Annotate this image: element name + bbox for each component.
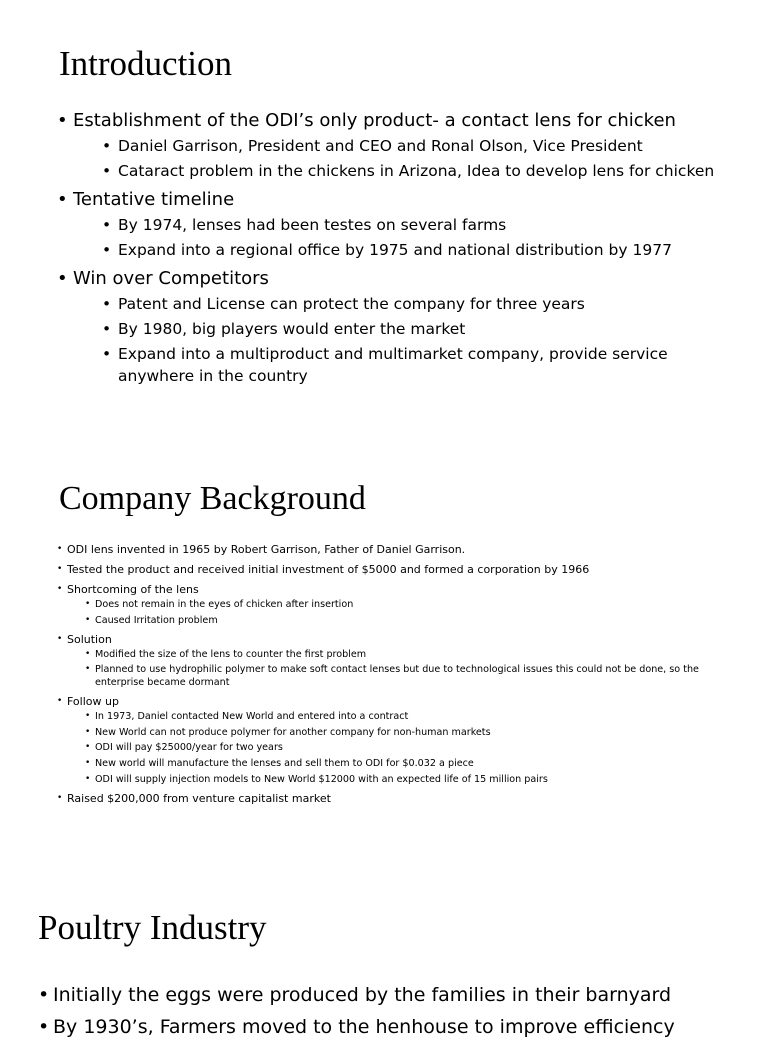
sub-bullet-text: ODI will supply injection models to New World $12000 with an expected life of 15 million pairs (95, 773, 548, 785)
sub-list-item (85, 741, 747, 754)
sub-bullet-text: By 1974, lenses had been testes on several farms (118, 216, 507, 234)
slide-title: Company Background (59, 480, 366, 517)
sub-list-item (102, 318, 747, 340)
bullet-icon: • (102, 216, 112, 234)
bullet-icon: • (85, 773, 91, 784)
sub-list-item (102, 160, 747, 182)
bullet-icon: • (38, 984, 50, 1006)
bullet-text: ODI lens invented in 1965 by Robert Garrison, Father of Daniel Garrison. (67, 543, 466, 556)
bullet-icon: • (85, 757, 91, 768)
sub-list-item (85, 648, 747, 661)
bullet-icon: • (85, 648, 91, 659)
sub-bullet-text: In 1973, Daniel contacted New World and entered into a contract (95, 711, 409, 723)
sub-list-item (102, 293, 747, 315)
list-item (38, 982, 758, 1009)
sub-list-item (85, 726, 747, 739)
slide-title: Introduction (59, 44, 233, 83)
bullet-icon: • (102, 295, 112, 313)
bullet-icon: • (102, 162, 112, 180)
bullet-text: Raised $200,000 from venture capitalist market (67, 791, 331, 805)
list-item (57, 267, 747, 387)
sub-bullet-text: New World can not produce polymer for another company for non-human markets (95, 726, 491, 738)
sub-list-item (85, 598, 747, 611)
sub-bullet-text: Patent and License can protect the company for three years (118, 295, 585, 313)
bullet-icon: • (85, 664, 91, 675)
bullet-text: Follow up (67, 695, 119, 709)
sub-bullet-text: Cataract problem in the chickens in Arizona, Idea to develop lens for chicken (118, 162, 715, 180)
sub-bullet-text: Daniel Garrison, President and CEO and Ronal Olson, Vice President (118, 137, 643, 155)
sub-list-item (102, 343, 747, 387)
bullet-icon: • (57, 544, 63, 554)
list-item (57, 694, 747, 785)
sub-list-item (85, 773, 747, 786)
list-item (57, 542, 747, 557)
bullet-icon: • (57, 268, 68, 289)
bullet-text: Tentative timeline (73, 189, 235, 210)
sub-list-item (85, 710, 747, 723)
sub-list-item (102, 214, 747, 236)
slide-title: Poultry Industry (38, 908, 267, 947)
sub-bullet-text: New world will manufacture the lenses and sell them to ODI for $0.032 a piece (95, 757, 474, 769)
bullet-text: Solution (67, 632, 112, 646)
list-item (57, 582, 747, 627)
sub-list-item (85, 757, 747, 770)
bullet-icon: • (102, 137, 112, 155)
bullet-icon: • (102, 345, 112, 363)
bullet-icon: • (85, 742, 91, 753)
bullet-icon: • (102, 241, 112, 259)
slide-introduction (0, 0, 768, 440)
bullet-icon: • (102, 320, 112, 338)
sub-bullet-text: Planned to use hydrophilic polymer to make soft contact lenses but due to technological issues this could not be done, so the enterprise became dormant (95, 664, 699, 689)
bullet-icon: • (38, 1016, 50, 1038)
slide-poultry-industry (0, 885, 768, 1038)
bullet-icon: • (85, 614, 91, 625)
sub-bullet-text: ODI will pay $25000/year for two years (95, 742, 283, 754)
bullet-icon: • (85, 726, 91, 737)
bullet-text: Initially the eggs were produced by the families in their barnyard (53, 984, 672, 1006)
list-item (57, 188, 747, 261)
bullet-text: Shortcoming of the lens (67, 583, 199, 596)
slide-company-background (0, 460, 768, 865)
bullet-icon: • (57, 584, 63, 594)
list-item (57, 109, 747, 182)
sub-bullet-text: By 1980, big players would enter the market (118, 320, 466, 338)
bullet-icon: • (85, 599, 91, 609)
sub-bullet-text: Caused Irritation problem (95, 614, 218, 626)
sub-bullet-text: Expand into a regional office by 1975 and national distribution by 1977 (118, 241, 672, 259)
bullet-icon: • (57, 110, 68, 131)
sub-list-item (102, 239, 747, 261)
bullet-icon: • (57, 189, 68, 210)
bullet-text: Win over Competitors (73, 268, 269, 289)
list-item (57, 562, 747, 577)
list-item (57, 632, 747, 690)
bullet-icon: • (57, 633, 63, 644)
bullet-icon: • (57, 564, 63, 574)
slide-body (57, 109, 747, 387)
bullet-icon: • (57, 696, 63, 707)
sub-bullet-text: Modified the size of the lens to counter the first problem (95, 648, 367, 660)
sub-bullet-text: Does not remain in the eyes of chicken after insertion (95, 599, 354, 610)
slide-body (57, 542, 747, 806)
bullet-icon: • (85, 711, 91, 722)
bullet-text: By 1930’s, Farmers moved to the henhouse to improve efficiency (53, 1016, 675, 1038)
list-item (38, 1014, 758, 1041)
bullet-text: Establishment of the ODI’s only product- a contact lens for chicken (73, 110, 676, 131)
sub-list-item (85, 663, 747, 689)
sub-list-item (102, 135, 747, 157)
list-item (57, 791, 747, 806)
slide-body (38, 982, 758, 1041)
sub-bullet-text: Expand into a multiproduct and multimarket company, provide service anywhere in the country (118, 345, 668, 385)
sub-list-item (85, 614, 747, 627)
bullet-text: Tested the product and received initial investment of $5000 and formed a corporation by 1966 (67, 563, 590, 576)
bullet-icon: • (57, 792, 63, 803)
